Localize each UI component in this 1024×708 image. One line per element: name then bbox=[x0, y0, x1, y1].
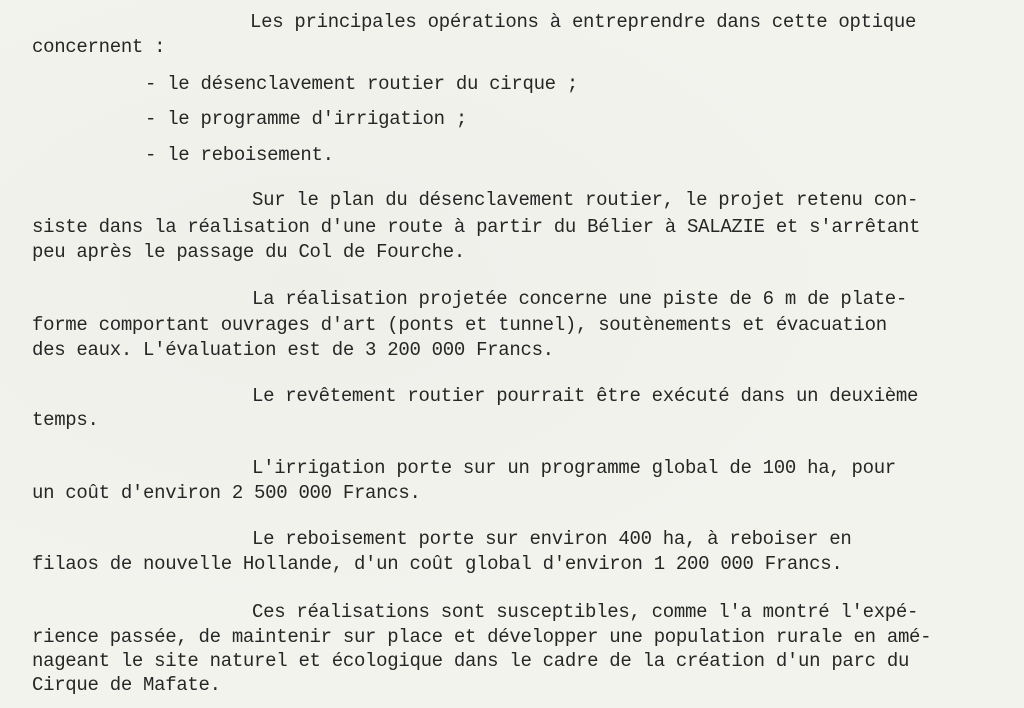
paragraph-line: Cirque de Mafate. bbox=[32, 674, 221, 696]
paragraph-line: temps. bbox=[32, 409, 99, 431]
bullet-item: - le désenclavement routier du cirque ; bbox=[145, 73, 578, 95]
paragraph-line: rience passée, de maintenir sur place et développer une population rurale en amé- bbox=[32, 626, 932, 648]
bullet-item: - le programme d'irrigation ; bbox=[145, 108, 467, 130]
intro-line-2: concernent : bbox=[32, 36, 166, 58]
paragraph-line: Sur le plan du désenclavement routier, le projet retenu con- bbox=[252, 189, 919, 211]
intro-line-1: Les principales opérations à entreprendre dans cette optique bbox=[250, 11, 917, 33]
paragraph-line: forme comportant ouvrages d'art (ponts et tunnel), soutènements et évacuation bbox=[32, 314, 887, 336]
paragraph-line: L'irrigation porte sur un programme global de 100 ha, pour bbox=[252, 457, 896, 479]
paragraph-line: un coût d'environ 2 500 000 Francs. bbox=[32, 482, 421, 504]
paragraph-line: siste dans la réalisation d'une route à partir du Bélier à SALAZIE et s'arrêtant bbox=[32, 216, 921, 238]
bullet-item: - le reboisement. bbox=[145, 144, 334, 166]
paragraph-line: filaos de nouvelle Hollande, d'un coût global d'environ 1 200 000 Francs. bbox=[32, 553, 843, 575]
paragraph-line: nageant le site naturel et écologique dans le cadre de la création d'un parc du bbox=[32, 650, 910, 672]
paragraph-line: Ces réalisations sont susceptibles, comme l'a montré l'expé- bbox=[252, 601, 919, 623]
paragraph-line: Le revêtement routier pourrait être exécuté dans un deuxième bbox=[252, 385, 919, 407]
paragraph-line: peu après le passage du Col de Fourche. bbox=[32, 241, 465, 263]
paragraph-line: des eaux. L'évaluation est de 3 200 000 Francs. bbox=[32, 339, 554, 361]
paragraph-line: La réalisation projetée concerne une piste de 6 m de plate- bbox=[252, 288, 908, 310]
paragraph-line: Le reboisement porte sur environ 400 ha, à reboiser en bbox=[252, 528, 852, 550]
